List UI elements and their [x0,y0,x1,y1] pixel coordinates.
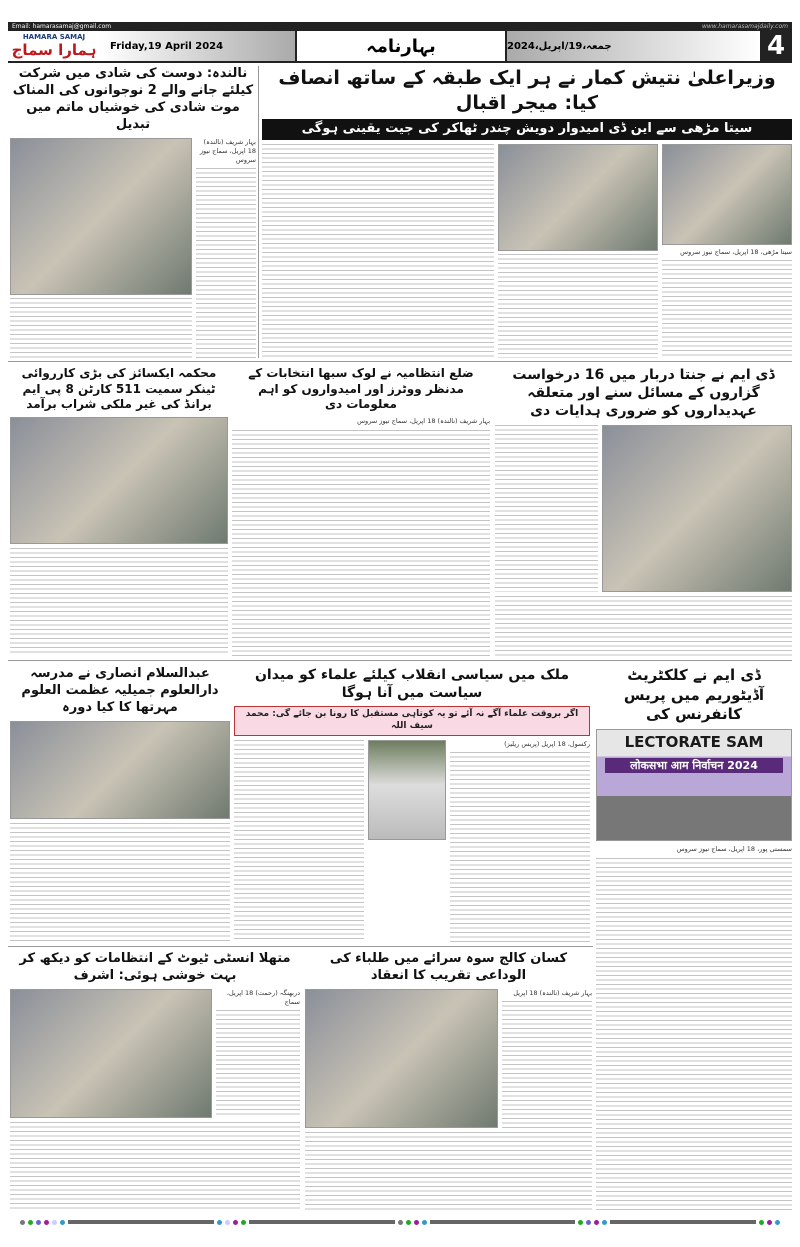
date-urdu: جمعہ،19/اپریل،2024 [507,31,760,61]
abdul-salam-body [10,823,230,942]
press-conference-photo [596,729,792,841]
divider [8,361,792,362]
nalanda-body [196,168,256,358]
dm-janta-photo [602,425,792,592]
kisan-dateline: بہار شریف (نالندہ) 18 اپریل [513,988,592,997]
mithila-body-row [10,989,300,1119]
lead-body [662,260,792,358]
kisan-headline: کسان کالج سوہ سرائے میں طلباء کی الوداعی تقریب کا انعقاد [329,951,568,983]
kisan-body-2 [305,1132,592,1212]
abdul-salam-story [10,666,230,942]
dm-press-story [596,666,792,1212]
election-banner: लोकसभा आम निर्वाचन 2024 [605,758,783,773]
lead-subhead: سیتا مڑھی سے این ڈی امیدوار دویش چندر ٹھاکر کی جیت یقینی ہوگی [262,119,792,140]
dm-janta-story [495,366,792,656]
lead-body-3 [498,254,658,358]
dm-press-body [596,858,792,1213]
malik-strap: اگر بروقت علماء آگے نہ آئے تو یہ کوتاہی مستقبل کا رونا بن جائے گی: محمد سیف اللہ [234,706,590,735]
nalanda-dateline: بہار شریف (نالندہ) 18 اپریل، سماج نیوز سروس [199,137,256,164]
malik-body-row [234,740,590,942]
excise-headline: محکمہ ایکسائز کی بڑی کارروائی ٹینکر سمیت 511 کارٹن 8 پی ایم برانڈ کی غیر ملکی شراب برآمد [21,366,217,412]
lead-body-2 [262,144,494,358]
section-title: بہارنامہ [295,31,507,61]
nalanda-body-2 [10,298,192,358]
lead-dateline: سیتا مڑھی، 18 اپریل، سماج نیوز سروس [680,247,792,256]
election-body [232,430,490,656]
page-number: 4 [760,31,792,61]
dm-janta-body-row [495,425,792,592]
mithila-photo [10,989,212,1119]
malik-story [234,666,590,942]
abdul-salam-headline: عبدالسلام انصاری نے مدرسہ دارالعلوم جمیلیہ عظمت العلوم مہرتھا کا کیا دورہ [21,666,219,715]
lead-photo-2 [662,144,792,244]
malik-dateline: رکسول، 18 اپریل (پریس ریلیز) [504,739,590,748]
dm-janta-body-2 [495,596,792,656]
kisan-body-row [305,989,592,1129]
top-strip [8,22,792,31]
election-dateline: بہار شریف (نالندہ) 18 اپریل، سماج نیوز سروس [357,416,490,425]
dm-janta-headline: ڈی ایم نے جنتا دربار میں 16 درخواست گزاروں کے مسائل سنے اور متعلقہ عہدیداروں کو ضروری ہدایات دی [512,367,775,420]
divider [8,946,593,947]
footer-ornament [20,1219,780,1225]
nalanda-headline: نالندہ: دوست کی شادی میں شرکت کیلئے جانے والے 2 نوجوانوں کی المناک موت شادی کی خوشیاں ماتم میں تبدیل [12,66,254,132]
logo-en: HAMARA SAMAJ [22,33,86,41]
lead-headline: وزیراعلیٰ نتیش کمار نے ہر ایک طبقہ کے ساتھ انصاف کیا: میجر اقبال [278,67,776,114]
collectorate-sign: LECTORATE SAM [624,732,764,751]
dm-janta-body [495,425,598,592]
dm-press-dateline: سمستی پور، 18 اپریل، سماج نیوز سروس [676,844,792,853]
saifullah-photo [368,740,446,840]
date-english: Friday,19 April 2024 [100,31,295,61]
logo [8,31,100,61]
divider [258,66,259,358]
nalanda-photo [10,138,192,295]
masthead [8,31,792,63]
lead-body-row [262,144,792,358]
mithila-dateline: دربھنگہ (رحمت) 18 اپریل، سماج [226,988,300,1006]
nalanda-story [10,66,256,358]
excise-photo [10,417,228,545]
kisan-story [305,951,592,1212]
election-story [232,366,490,656]
mithila-headline: متھلا انسٹی ٹیوٹ کے انتظامات کو دیکھ کر بہت خوشی ہوئی: اشرف [19,951,291,983]
malik-body [234,740,364,942]
mithila-story [10,951,300,1212]
mithila-body [216,1010,300,1119]
election-headline: ضلع انتظامیہ نے لوک سبھا انتخابات کے مدنظر ووٹرز اور امیدواروں کو اہم معلومات دی [248,366,474,412]
mithila-body-2 [10,1122,300,1212]
kisan-body [502,1001,592,1129]
malik-headline: ملک میں سیاسی انقلاب کیلئے علماء کو میدان سیاست میں آنا ہوگا [254,667,570,702]
dm-press-headline: ڈی ایم نے کلکٹریٹ آڈیٹوریم میں پریس کانفرنس کی [623,666,765,723]
nalanda-body-row [10,138,256,358]
lead-story [262,66,792,358]
malik-body-2 [450,752,590,942]
divider [8,660,792,661]
lead-photo [498,144,658,250]
email: Email: hamarasamaj@gmail.com [12,23,112,30]
logo-ur: ہمارا سماج [11,41,97,59]
madrasa-photo [10,721,230,820]
website: www.hamarasamajdaily.com [701,23,788,30]
kisan-photo [305,989,498,1129]
excise-body [10,548,228,656]
excise-story [10,366,228,656]
